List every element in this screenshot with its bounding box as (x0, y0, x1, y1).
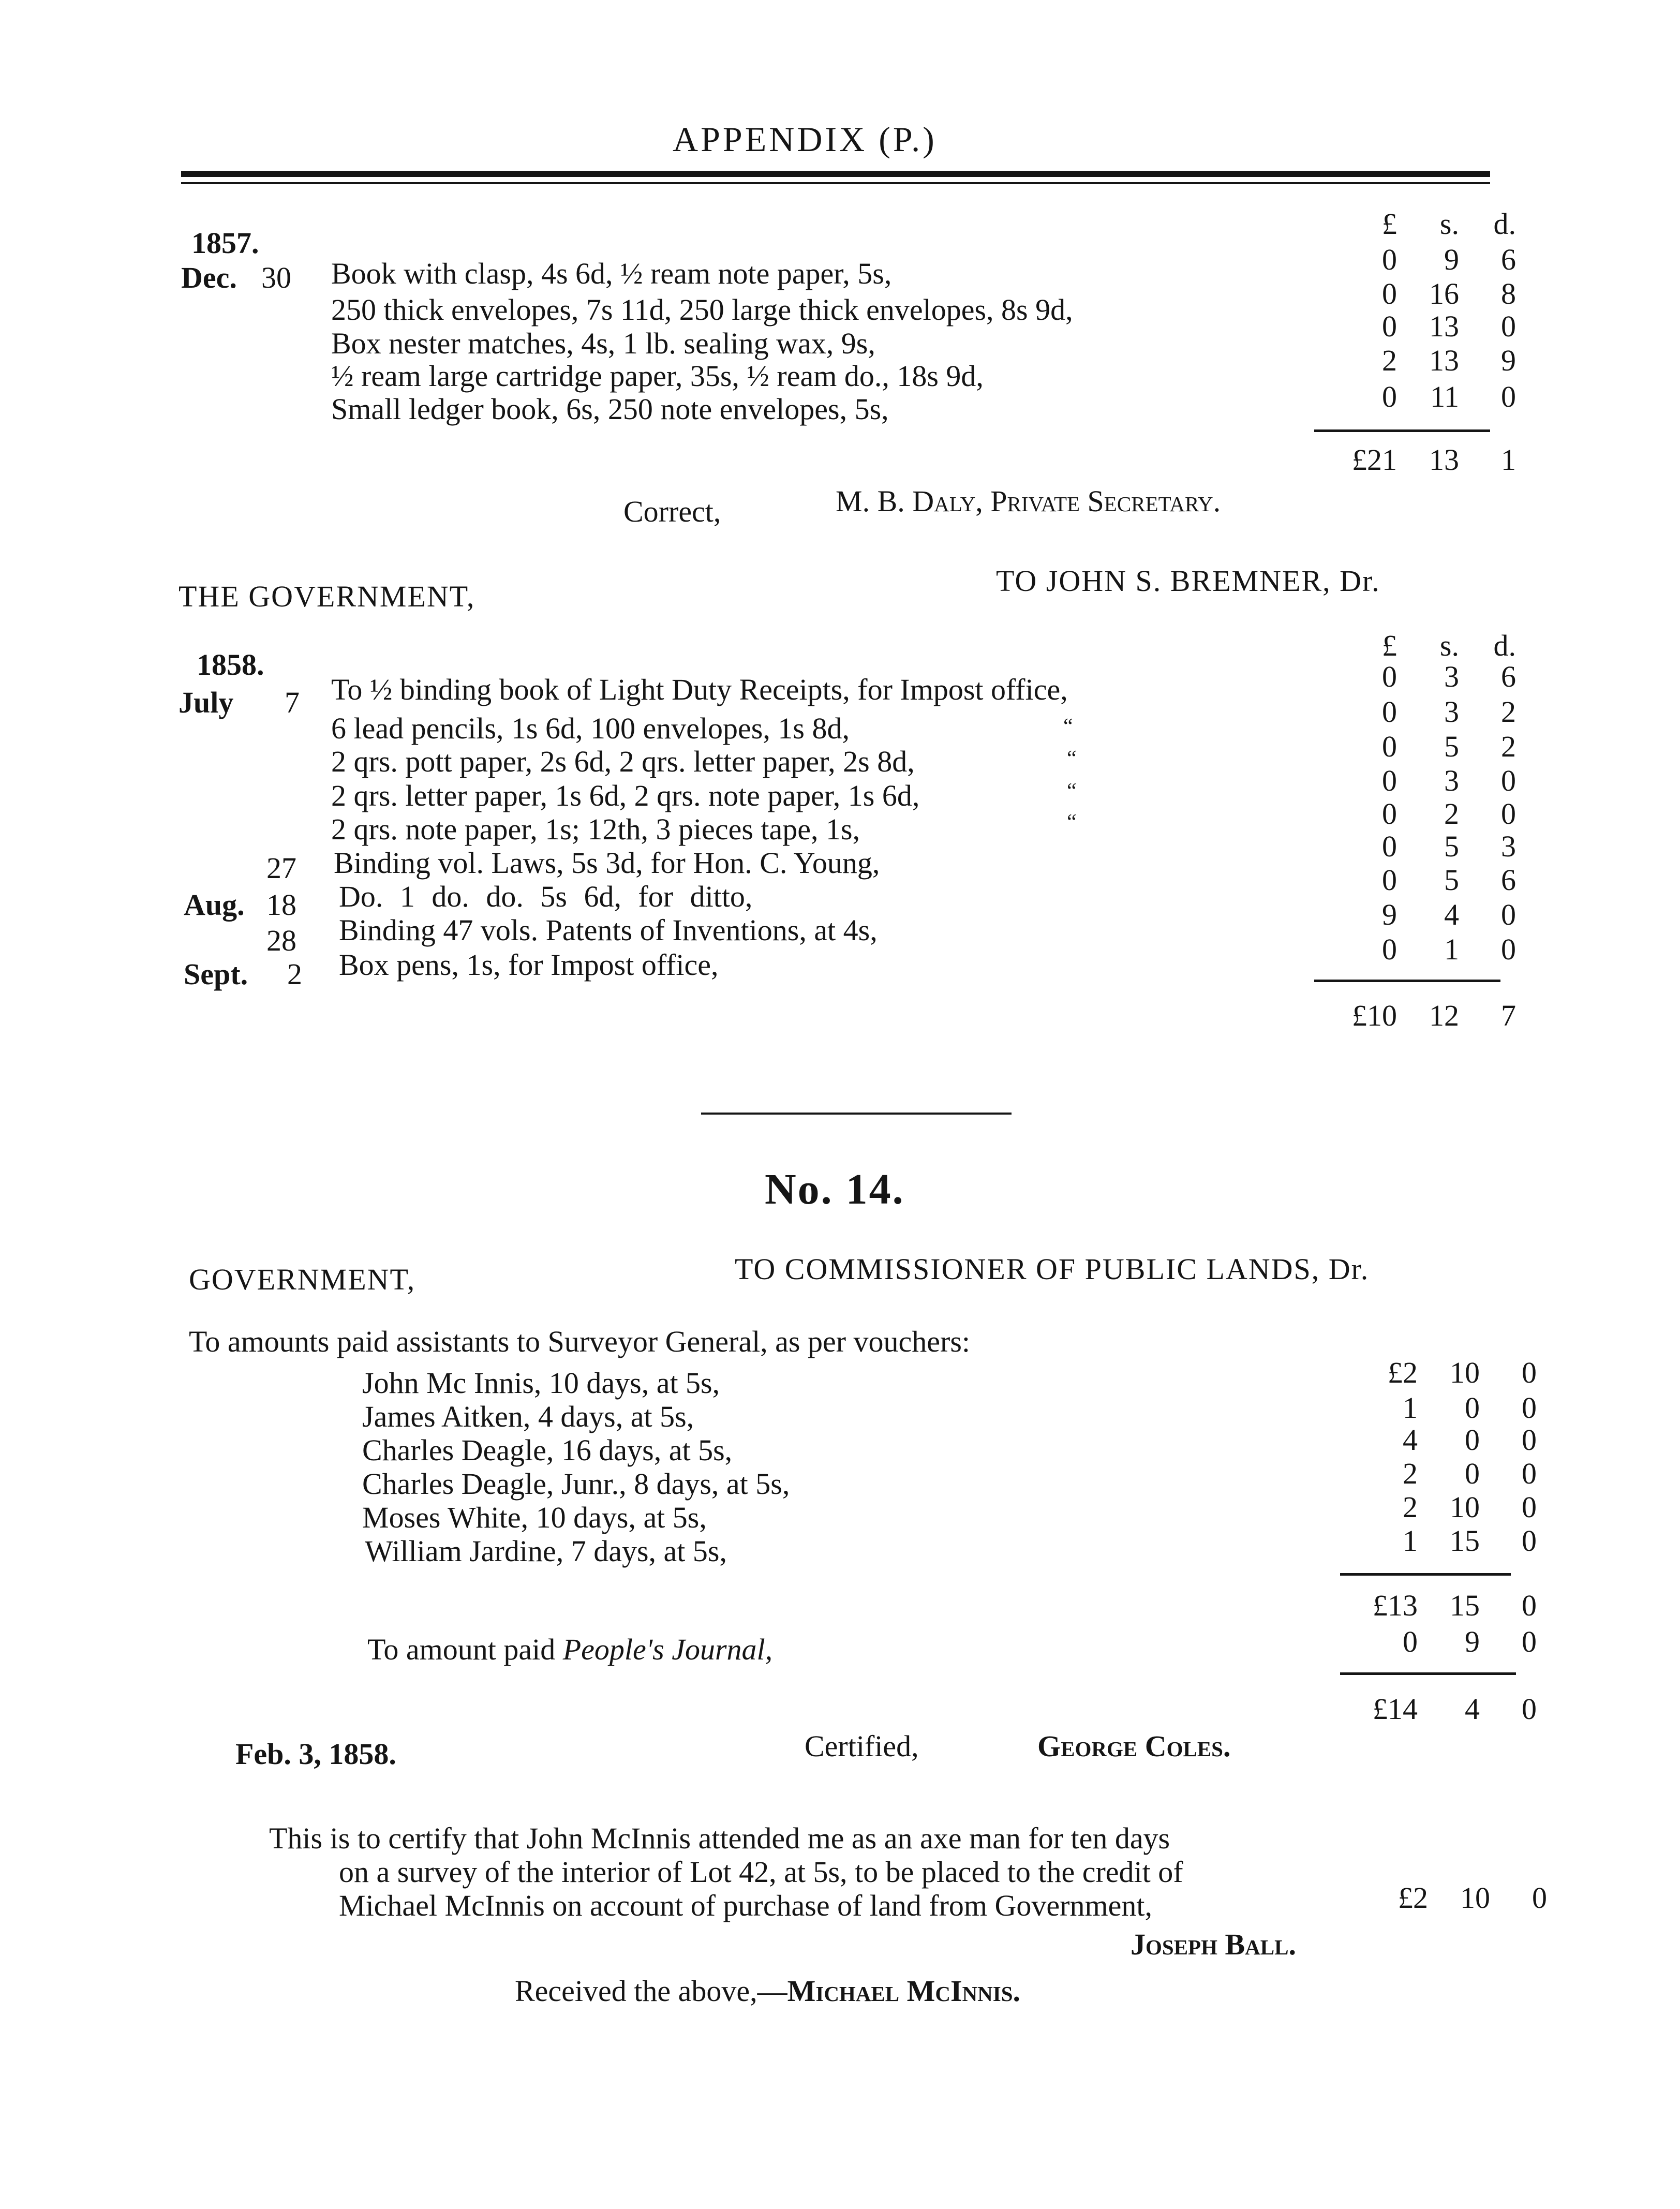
entry-month: Sept. (184, 957, 248, 991)
shillings: 10 (1450, 1490, 1480, 1524)
pence: 6 (1501, 863, 1516, 897)
list-item: Moses White, 10 days, at 5s, (362, 1501, 707, 1534)
entry-month: Aug. (184, 888, 245, 922)
pence: 0 (1522, 1524, 1537, 1558)
year-label: 1858. (197, 648, 264, 681)
entry-day: 2 (287, 957, 302, 991)
pence: 2 (1501, 730, 1516, 763)
received-line (515, 1974, 1020, 2008)
certificate-line: This is to certify that John McInnis attended me as an axe man for ten days (269, 1821, 1170, 1855)
pounds: £2 (1398, 1881, 1428, 1915)
list-item: Charles Deagle, 16 days, at 5s, (362, 1433, 733, 1467)
pounds: 9 (1382, 898, 1397, 931)
pounds: £14 (1373, 1692, 1418, 1726)
entry-description: 2 qrs. letter paper, 1s 6d, 2 qrs. note paper, 1s 6d, (331, 779, 920, 812)
pounds: 0 (1403, 1625, 1418, 1658)
shillings: 13 (1429, 443, 1459, 477)
shillings: 10 (1460, 1881, 1490, 1915)
pence: 0 (1501, 797, 1516, 831)
pence: 6 (1501, 660, 1516, 693)
entry-description: Box pens, 1s, for Impost office, (339, 948, 719, 982)
pounds: 0 (1382, 863, 1397, 897)
shillings-header: s. (1439, 207, 1459, 241)
entry-day: 7 (285, 686, 300, 719)
pounds: 0 (1382, 932, 1397, 966)
pounds-header: £ (1382, 629, 1397, 662)
pence: 0 (1522, 1457, 1537, 1490)
ditto-mark: “ (1067, 779, 1077, 803)
pounds: 0 (1382, 797, 1397, 831)
journal-prefix: To amount paid (367, 1633, 556, 1666)
account-date: Feb. 3, 1858. (235, 1737, 396, 1771)
pounds: 0 (1382, 277, 1397, 310)
year-label: 1857. (191, 226, 259, 260)
pence: 7 (1501, 999, 1516, 1032)
shillings: 0 (1465, 1423, 1480, 1457)
pounds: £2 (1388, 1356, 1418, 1389)
shillings: 13 (1429, 344, 1459, 377)
pence-header: d. (1493, 629, 1516, 662)
pounds: 2 (1403, 1457, 1418, 1490)
pence: 0 (1522, 1391, 1537, 1425)
pounds: 4 (1403, 1423, 1418, 1457)
shillings: 4 (1465, 1692, 1480, 1726)
entry-description: Binding 47 vols. Patents of Inventions, at 4s, (339, 913, 878, 947)
pence: 0 (1522, 1692, 1537, 1726)
correct-label: Correct, (623, 495, 721, 528)
ditto-mark: “ (1067, 747, 1077, 770)
shillings: 0 (1465, 1457, 1480, 1490)
entry-month: Dec. (181, 261, 237, 294)
pounds: 0 (1382, 764, 1397, 797)
pence: 3 (1501, 829, 1516, 863)
section-number: No. 14. (765, 1165, 905, 1213)
shillings: 5 (1444, 863, 1459, 897)
pence: 0 (1501, 898, 1516, 931)
pence-header: d. (1493, 207, 1516, 241)
shillings-header: s. (1439, 629, 1459, 662)
debtor: THE GOVERNMENT, (179, 580, 475, 613)
pence: 0 (1501, 309, 1516, 343)
pounds: £13 (1373, 1589, 1418, 1622)
certified-label: Certified, (805, 1729, 919, 1763)
pence: 0 (1501, 764, 1516, 797)
certificate-line: on a survey of the interior of Lot 42, at 5s, to be placed to the credit of (339, 1855, 1183, 1889)
pence: 2 (1501, 695, 1516, 729)
shillings: 12 (1429, 999, 1459, 1032)
pounds: 0 (1382, 243, 1397, 276)
creditor: TO COMMISSIONER OF PUBLIC LANDS, Dr. (735, 1252, 1370, 1286)
entry-description: 2 qrs. note paper, 1s; 12th, 3 pieces tape, 1s, (331, 812, 860, 846)
entry-description: ½ ream large cartridge paper, 35s, ½ ream do., 18s 9d, (331, 359, 984, 393)
pounds: 0 (1382, 380, 1397, 413)
ditto-mark: “ (1067, 810, 1077, 834)
creditor: TO JOHN S. BREMNER, Dr. (996, 564, 1380, 598)
entry-description: Box nester matches, 4s, 1 lb. sealing wax, 9s, (331, 327, 875, 360)
certifier: George Coles. (1037, 1729, 1231, 1763)
certificate-signer: Joseph Ball. (1131, 1928, 1296, 1961)
journal-line (367, 1633, 772, 1667)
shillings: 0 (1465, 1391, 1480, 1425)
entry-description: Small ledger book, 6s, 250 note envelopes, 5s, (331, 392, 889, 426)
pounds: 0 (1382, 730, 1397, 763)
entry-description: Do. 1 do. do. 5s 6d, for ditto, (339, 880, 753, 913)
entry-day: 27 (266, 851, 296, 885)
signer: M. B. Daly, Private Secretary. (836, 484, 1221, 518)
shillings: 9 (1465, 1625, 1480, 1658)
entry-description: 6 lead pencils, 1s 6d, 100 envelopes, 1s 8d, (331, 711, 850, 745)
shillings: 10 (1450, 1356, 1480, 1389)
debtor: GOVERNMENT, (189, 1263, 416, 1296)
pence: 8 (1501, 277, 1516, 310)
pence: 9 (1501, 344, 1516, 377)
intro-line: To amounts paid assistants to Surveyor General, as per vouchers: (189, 1325, 971, 1358)
entry-description: Binding vol. Laws, 5s 3d, for Hon. C. Young, (334, 846, 880, 880)
pence: 0 (1522, 1490, 1537, 1524)
pence: 1 (1501, 443, 1516, 477)
pence: 0 (1532, 1881, 1547, 1915)
pounds: 1 (1403, 1391, 1418, 1425)
pounds: £21 (1352, 443, 1397, 477)
received-label: Received the above,— (515, 1974, 787, 2008)
section-divider (701, 1113, 1012, 1115)
list-item: John Mc Innis, 10 days, at 5s, (362, 1366, 720, 1400)
pence: 6 (1501, 243, 1516, 276)
list-item: James Aitken, 4 days, at 5s, (362, 1400, 694, 1433)
list-item: Charles Deagle, Junr., 8 days, at 5s, (362, 1467, 790, 1501)
certificate-line: Michael McInnis on account of purchase of land from Government, (339, 1889, 1152, 1922)
pounds: 0 (1382, 660, 1397, 693)
ditto-mark: “ (1063, 715, 1073, 738)
entry-day: 18 (266, 888, 296, 922)
pence: 0 (1522, 1589, 1537, 1622)
pounds: 2 (1403, 1490, 1418, 1524)
pence: 0 (1522, 1625, 1537, 1658)
entry-day: 30 (261, 261, 291, 294)
shillings: 4 (1444, 898, 1459, 931)
shillings: 5 (1444, 730, 1459, 763)
shillings: 3 (1444, 764, 1459, 797)
header-rule-thin (181, 182, 1490, 184)
entry-description: 2 qrs. pott paper, 2s 6d, 2 qrs. letter paper, 2s 8d, (331, 745, 915, 778)
shillings: 3 (1444, 660, 1459, 693)
total-rule (1340, 1672, 1516, 1675)
total-rule (1314, 980, 1500, 982)
pounds: 0 (1382, 695, 1397, 729)
entry-month: July (179, 686, 234, 719)
pounds: 1 (1403, 1524, 1418, 1558)
shillings: 2 (1444, 797, 1459, 831)
shillings: 1 (1444, 932, 1459, 966)
list-item: William Jardine, 7 days, at 5s, (365, 1534, 727, 1568)
entry-description: To ½ binding book of Light Duty Receipts, for Impost office, (331, 673, 1068, 706)
pence: 0 (1501, 932, 1516, 966)
shillings: 9 (1444, 243, 1459, 276)
pence: 0 (1501, 380, 1516, 413)
pounds-header: £ (1382, 207, 1397, 241)
shillings: 15 (1450, 1524, 1480, 1558)
entry-description: 250 thick envelopes, 7s 11d, 250 large thick envelopes, 8s 9d, (331, 293, 1073, 327)
page-title: APPENDIX (P.) (673, 120, 937, 159)
pounds: 2 (1382, 344, 1397, 377)
shillings: 3 (1444, 695, 1459, 729)
journal-name: People's Journal, (562, 1633, 773, 1666)
shillings: 11 (1430, 380, 1459, 413)
pounds: 0 (1382, 829, 1397, 863)
pence: 0 (1522, 1423, 1537, 1457)
shillings: 13 (1429, 309, 1459, 343)
subtotal-rule (1340, 1573, 1511, 1576)
pounds: 0 (1382, 309, 1397, 343)
shillings: 15 (1450, 1589, 1480, 1622)
pounds: £10 (1352, 999, 1397, 1032)
received-by: Michael McInnis. (787, 1974, 1021, 2008)
shillings: 5 (1444, 829, 1459, 863)
header-rule-thick (181, 171, 1490, 177)
shillings: 16 (1429, 277, 1459, 310)
entry-description: Book with clasp, 4s 6d, ½ ream note paper, 5s, (331, 257, 892, 290)
total-rule (1314, 429, 1490, 432)
entry-day: 28 (266, 924, 296, 957)
pence: 0 (1522, 1356, 1537, 1389)
